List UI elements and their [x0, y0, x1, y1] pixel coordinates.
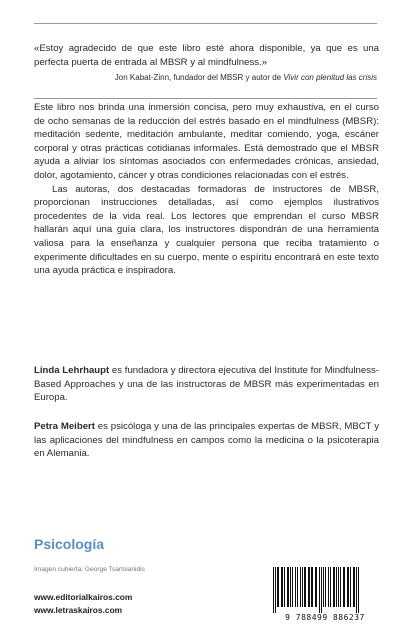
author-bio-text: es psicóloga y una de las principales expertas de MBSR, MBCT y las aplicaciones del mindfulness en campos como la medicina o la psicoterapia en Alemania. [34, 421, 380, 460]
description-paragraph: Este libro nos brinda una inmersión concisa, pero muy exhaustiva, en el curso de ocho semanas de la reducción del estrés basado en el mindfulness (MBSR): meditación sedente, meditación ambulante, meditar comiendo, yoga, escáner corporal y otras prácticas cotidianas informales. Está demostrado que el MBSR ayuda a aliviar los síntomas asociados con enfermedades crónicas, ansiedad, dolor, agotamiento, cáncer y otras condiciones relacionadas con el estrés. [34, 102, 379, 181]
publisher-website[interactable]: www.letraskairos.com [34, 605, 123, 615]
category-label: Psicología [34, 536, 105, 552]
description [34, 101, 379, 278]
description-paragraph: Las autoras, dos destacadas formadoras de instructores de MBSR, proporcionan instrucciones detalladas, así como ejemplos ilustrativos procedentes de la vida real. Los lectores que emprendan el curso MBSR hallarán aquí una guía clara, los instructores dispondrán de una herramienta valiosa para la enseñanza y cualquier persona que reciba tratamiento o experimente dificultades en su cuerpo, mente o espíritu encontrará en este texto una ayuda práctica e inspiradora. [34, 183, 379, 277]
endorsement-quote: «Estoy agradecido de que este libro esté ahora disponible, ya que es una perfecta puerta de entrada al MBSR y al mindfulness.» [34, 43, 379, 68]
publisher-website[interactable]: www.editorialkairos.com [34, 592, 133, 602]
author-bio [34, 420, 379, 461]
top-divider [34, 23, 377, 24]
cover-credit: Imagen cubierta: George Tsartsianidis [34, 566, 145, 573]
quote-divider [34, 98, 377, 99]
barcode [269, 567, 381, 623]
attribution-book-title: Vivir con plenitud las crisis [283, 73, 377, 82]
barcode-bars [269, 567, 381, 613]
attribution-text: Jon Kabat-Zinn, fundador del MBSR y autor de [114, 73, 284, 82]
author-bio-text: es fundadora y directora ejecutiva del Institute for Mindfulness-Based Approaches y una de las instructoras de MBSR más experimentadas en Europa. [34, 365, 379, 404]
author-name: Linda Lehrhaupt [34, 365, 110, 376]
quote-attribution [34, 73, 377, 83]
isbn-number: 9 788499 886237 [285, 613, 365, 622]
author-name: Petra Meibert [34, 421, 95, 432]
author-bio [34, 364, 379, 405]
